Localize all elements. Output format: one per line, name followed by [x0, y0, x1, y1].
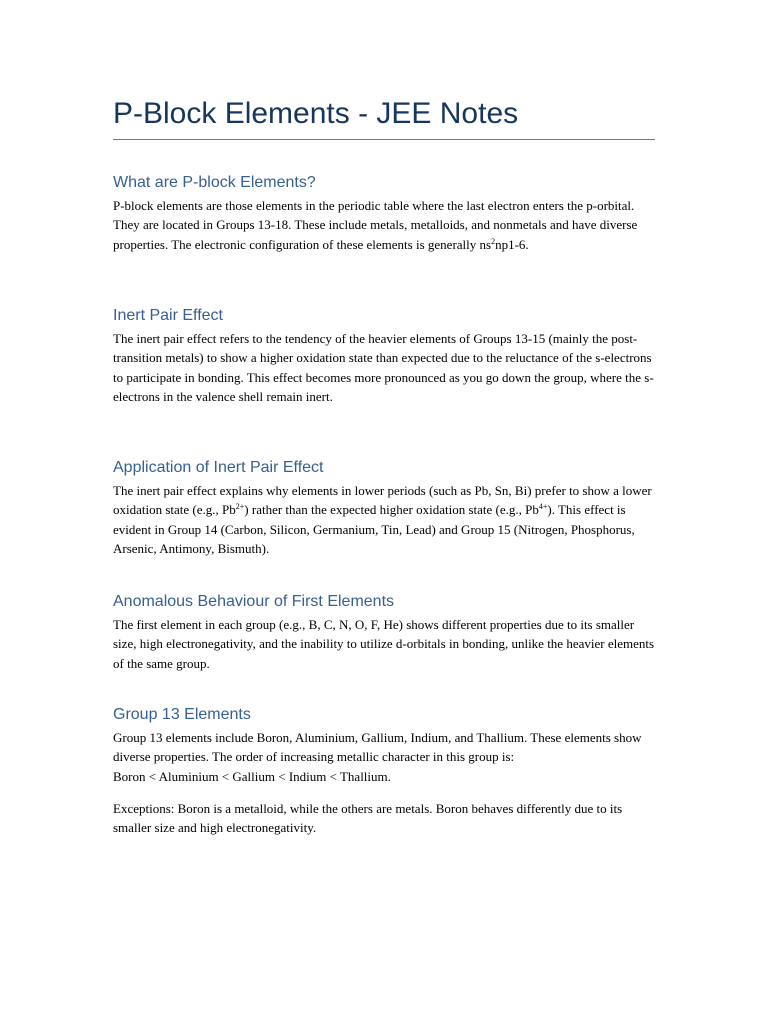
- section-paragraph: [113, 728, 656, 786]
- superscript: 4+: [538, 502, 548, 512]
- paragraph-text: np1-6.: [495, 236, 529, 252]
- section-heading: Application of Inert Pair Effect: [113, 459, 324, 476]
- paragraph-text: The inert pair effect explains why elements in lower periods (such as Pb, Sn, Bi) prefer to show a lower oxidation state (e.g., Pb: [113, 483, 652, 518]
- paragraph-text: ). This effect is evident in Group 14 (Carbon, Silicon, Germanium, Tin, Lead) and Group 15 (Nitrogen, Phosphorus, Arsenic, Antimony, Bismuth).: [113, 502, 635, 556]
- metallic-order-line: Boron < Aluminium < Gallium < Indium < Thallium.: [113, 768, 391, 784]
- section-paragraph: The first element in each group (e.g., B, C, N, O, F, He) shows different properties due to its smaller size, high electronegativity, and the inability to utilize d-orbitals in bonding, unlike the heavier elements of the same group.: [113, 617, 655, 671]
- paragraph-text: P-block elements are those elements in the periodic table where the last electron enters the p-orbital. They are located in Groups 13-18. These include metals, metalloids, and nonmetals and have diverse properties. The electronic configuration of these elements is generally ns: [113, 198, 638, 252]
- superscript: 2: [491, 236, 496, 246]
- section-heading: Group 13 Elements: [113, 706, 251, 723]
- exceptions-paragraph: Exceptions: Boron is a metalloid, while the others are metals. Boron behaves differently due to its smaller size and high electronegativity.: [113, 800, 623, 836]
- superscript: 2+: [235, 502, 245, 512]
- title-underline: [113, 139, 655, 140]
- section-application-inert-pair: [113, 457, 656, 558]
- section-heading: Inert Pair Effect: [113, 307, 223, 324]
- section-paragraph: [113, 481, 656, 558]
- section-anomalous-behaviour: [113, 591, 656, 673]
- section-group-13: [113, 704, 656, 837]
- section-what-are-p-block: [113, 172, 656, 254]
- section-inert-pair-effect: [113, 305, 656, 406]
- page-title: P-Block Elements - JEE Notes: [113, 97, 519, 130]
- paragraph-text: Group 13 elements include Boron, Aluminium, Gallium, Indium, and Thallium. These elements show diverse properties. The order of increasing metallic character in this group is:: [113, 730, 642, 765]
- section-paragraph: [113, 196, 656, 254]
- section-heading: What are P-block Elements?: [113, 174, 316, 191]
- section-paragraph: The inert pair effect refers to the tendency of the heavier elements of Groups 13-15 (mainly the post-transition metals) to show a higher oxidation state than expected due to the reluctance of the s-electrons to participate in bonding. This effect becomes more pronounced as you go down the group, where the s-electrons in the valence shell remain inert.: [113, 331, 654, 404]
- section-heading: Anomalous Behaviour of First Elements: [113, 593, 395, 610]
- paragraph-text: ) rather than the expected higher oxidation state (e.g., Pb: [244, 502, 539, 518]
